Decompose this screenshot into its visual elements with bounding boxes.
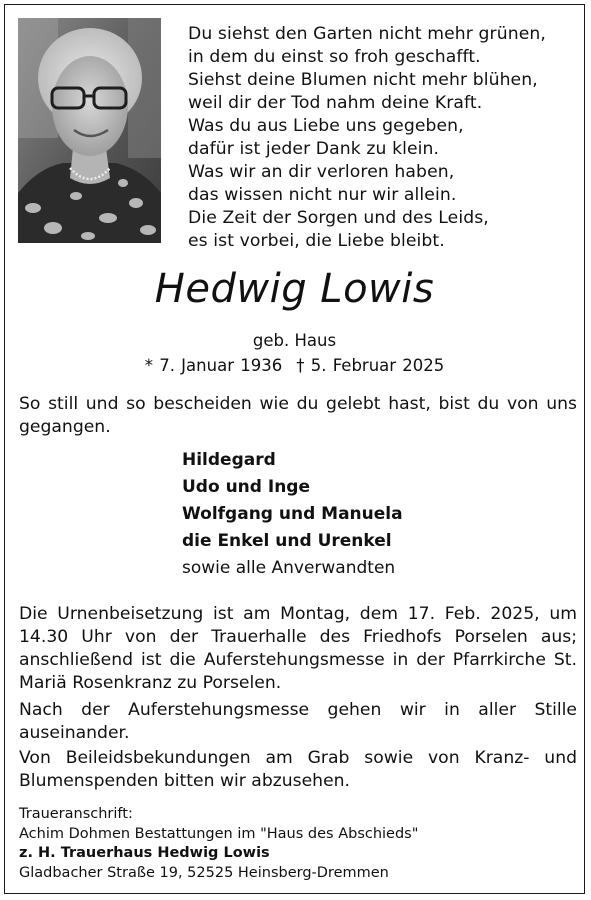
poem-line: in dem du einst so froh geschafft.: [188, 47, 481, 67]
life-dates: [5, 356, 584, 375]
poem-line: Was wir an dir verloren haben,: [188, 162, 455, 182]
address-line: Achim Dohmen Bestattungen im "Haus des Abschieds": [19, 825, 419, 842]
condolence-info: Von Beileidsbekundungen am Grab sowie von Kranz- und Blumenspenden bitten wir abzusehen.: [19, 748, 577, 791]
obituary-notice: [4, 4, 585, 894]
death-date: † 5. Februar 2025: [296, 356, 445, 375]
mourners-list: [182, 447, 403, 582]
burial-info: Die Urnenbeisetzung ist am Montag, dem 17. Feb. 2025, um 14.30 Uhr von der Trauerhalle des Friedhofs Porselen aus; anschließend ist die Auferstehungsmesse in der Pfarrkirche St. Mariä Rosenkranz zu Porselen.: [19, 604, 577, 693]
poem-line: es ist vorbei, die Liebe bleibt.: [188, 231, 445, 251]
poem: [188, 23, 578, 253]
mourner: die Enkel und Urenkel: [182, 531, 392, 551]
mourner: Hildegard: [182, 450, 276, 470]
poem-line: Siehst deine Blumen nicht mehr blühen,: [188, 70, 538, 90]
mourner-relatives: sowie alle Anverwandten: [182, 558, 396, 578]
poem-line: weil dir der Tod nahm deine Kraft.: [188, 93, 483, 113]
mourner: Udo und Inge: [182, 477, 310, 497]
portrait-image: [18, 18, 161, 243]
mass-info: Nach der Auferstehungsmesse gehen wir in aller Stille auseinander.: [19, 700, 577, 743]
maiden-name: geb. Haus: [252, 331, 337, 350]
intro-text: So still und so bescheiden wie du gelebt hast, bist du von uns gegangen.: [19, 394, 577, 437]
address-label: Traueranschrift:: [19, 806, 133, 822]
poem-line: Die Zeit der Sorgen und des Leids,: [188, 208, 489, 228]
portrait-photo: [18, 18, 161, 243]
poem-line: dafür ist jeder Dank zu klein.: [188, 139, 440, 159]
deceased-name: Hedwig Lowis: [154, 266, 435, 312]
address-line: z. H. Trauerhaus Hedwig Lowis: [19, 845, 270, 861]
poem-line: das wissen nicht nur wir allein.: [188, 185, 457, 205]
mourning-address: [19, 805, 418, 883]
address-line: Gladbacher Straße 19, 52525 Heinsberg-Dremmen: [19, 864, 389, 881]
birth-date: * 7. Januar 1936: [144, 356, 283, 375]
mourner: Wolfgang und Manuela: [182, 504, 403, 524]
poem-line: Du siehst den Garten nicht mehr grünen,: [188, 24, 546, 44]
poem-line: Was du aus Liebe uns gegeben,: [188, 116, 464, 136]
